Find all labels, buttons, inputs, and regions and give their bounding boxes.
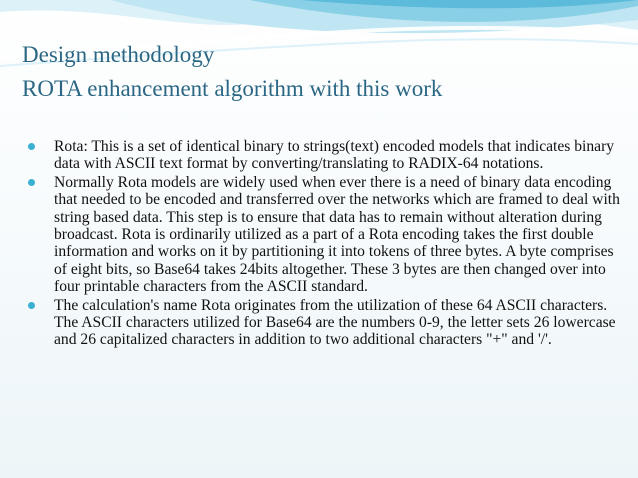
bullet-dot-icon [28,302,35,309]
bullet-item [28,297,628,349]
bullet-item [28,138,628,173]
bullet-text: The calculation's name Rota originates from the utilization of these 64 ASCII characters. The ASCII characters utilized for Base64 are the numbers 0-9, the letter sets 26 lowercase and 26 capitalized characters in addition to two additional characters "+" and '/'. [54,296,616,349]
bullet-dot-icon [28,179,35,186]
bullet-text: Normally Rota models are widely used when ever there is a need of binary data encoding that needed to be encoded and transferred over the networks which are framed to deal with string based data. This step is to ensure that data has to remain without alteration during broadcast. Rota is ordinarily utilized as a part of a Rota encoding takes the first double information and works on it by partitioning it into tokens of three bytes. A byte comprises of eight bits, so Base64 takes 24bits altogether. These 3 bytes are then changed over into four printable characters from the ASCII standard. [54,173,620,296]
slide-title-line-2: ROTA enhancement algorithm with this work [22,76,443,101]
bullet-dot-icon [28,143,35,150]
title-block [22,38,622,106]
bullet-item [28,174,628,296]
bullet-text: Rota: This is a set of identical binary to strings(text) encoded models that indicates binary data with ASCII text format by converting/translating to RADIX-64 notations. [54,138,615,173]
bullet-list [28,138,628,350]
slide-title-line-1: Design methodology [22,42,215,67]
